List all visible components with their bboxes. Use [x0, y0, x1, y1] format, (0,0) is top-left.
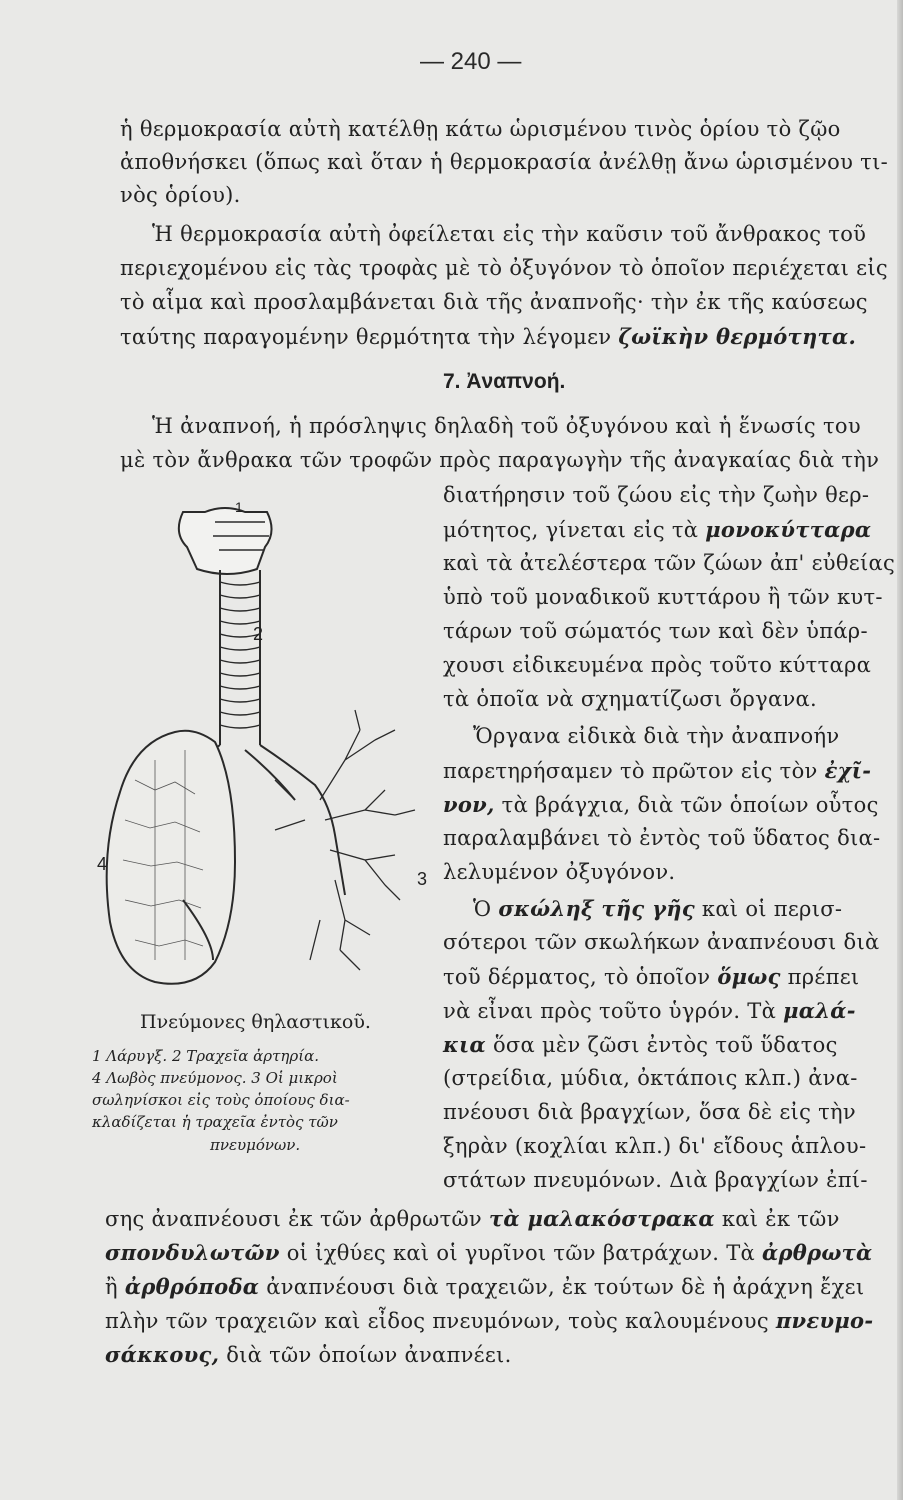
text-line [473, 896, 842, 921]
text-line: διατήρησιν τοῦ ζώου εἰς τὴν ζωὴν θερ- [443, 483, 870, 507]
emphasis-term: ζωϊκὴν θερμότητα. [618, 324, 857, 349]
text-line: τάρων τοῦ σώματός των καὶ δὲν ὑπάρ- [443, 619, 868, 643]
figure-label-4: 4 [97, 854, 108, 874]
text-run: νὰ εἶναι πρὸς τοῦτο ὑγρόν. Τὰ [443, 999, 777, 1023]
text-run: καὶ ἐκ τῶν [721, 1207, 840, 1231]
text-line: μὲ τὸν ἄνθρακα τῶν τροφῶν πρὸς παραγωγὴν τῆς ἀναγκαίας διὰ τὴν [120, 448, 880, 472]
text-line [443, 792, 879, 817]
text-line [105, 1206, 840, 1231]
text-run: καὶ οἱ περισ- [701, 897, 843, 921]
text-line: στάτων πνευμόνων. Διὰ βραγχίων ἐπί- [443, 1168, 868, 1192]
text-line: καὶ τὰ ἀτελέστερα τῶν ζώων ἀπ' εὐθείας [443, 551, 896, 575]
emphasis-term: πνευμο- [775, 1308, 874, 1333]
text-line [105, 1342, 512, 1367]
text-line [443, 998, 856, 1023]
text-line: πνέουσι διὰ βραγχίων, ὅσα δὲ εἰς τὴν [443, 1100, 856, 1124]
text-run: ὅσα μὲν ζῶσι ἐντὸς τοῦ ὕδατος [492, 1033, 838, 1057]
text-run: πλὴν τῶν τραχειῶν καὶ εἶδος πνευμόνων, τοὺς καλουμένους [105, 1309, 769, 1333]
text-run: ἢ [105, 1275, 118, 1299]
text-line: λελυμένον ὀξυγόνον. [443, 860, 676, 884]
text-line: Ἡ θερμοκρασία αὐτὴ ὀφείλεται εἰς τὴν καῦσιν τοῦ ἄνθρακος τοῦ [152, 222, 867, 246]
text-run: τὰ βράγχια, διὰ τῶν ὁποίων οὗτος [501, 793, 879, 817]
text-line: παραλαμβάνει τὸ ἐντὸς τοῦ ὕδατος δια- [443, 826, 881, 850]
text-line [443, 758, 871, 783]
emphasis-term: ὅμως [717, 964, 781, 989]
text-line: ἡ θερμοκρασία αὐτὴ κατέλθῃ κάτω ὡρισμένου τινὸς ὁρίου τὸ ζῷο [120, 117, 841, 141]
emphasis-term: σπονδυλωτῶν [105, 1240, 280, 1265]
text-line: σότεροι τῶν σκωλήκων ἀναπνέουσι διὰ [443, 930, 880, 954]
text-line [120, 324, 856, 349]
text-line: (στρείδια, μύδια, ὀκτάποις κλπ.) ἀνα- [443, 1066, 858, 1090]
text-run: πρέπει [787, 965, 860, 989]
figure-label-3: 3 [417, 869, 428, 889]
emphasis-term: ἀρθρωτὰ [762, 1240, 873, 1265]
figure-label-1: 1 [235, 500, 243, 515]
emphasis-term: σκώληξ τῆς γῆς [498, 896, 695, 921]
text-run: τοῦ δέρματος, τὸ ὁποῖον [443, 965, 711, 989]
text-line [105, 1240, 873, 1265]
text-line: ξηρὰν (κοχλίαι κλπ.) δι' εἴδους ἁπλου- [443, 1134, 867, 1158]
figure-caption-title: Πνεύμονες θηλαστικοῦ. [140, 1011, 371, 1033]
page-number: — 240 — [420, 48, 522, 75]
text-run: ταύτης παραγομένην θερμότητα τὴν λέγομεν [120, 325, 612, 349]
text-run: σης ἀναπνέουσι ἐκ τῶν ἀρθρωτῶν [105, 1207, 482, 1231]
text-line [105, 1274, 864, 1299]
emphasis-term: μαλά- [783, 998, 856, 1023]
figure-caption-line: 4 Λωβὸς πνεύμονος. 3 Οἱ μικροὶ [92, 1069, 338, 1087]
page-edge-shadow [897, 0, 903, 1500]
emphasis-term: κια [443, 1032, 486, 1057]
text-line: τὸ αἷμα καὶ προσλαμβάνεται διὰ τῆς ἀναπνοῆς· τὴν ἐκ τῆς καύσεως [120, 290, 868, 314]
text-line [443, 1032, 838, 1057]
text-run: διὰ τῶν ὁποίων ἀναπνέει. [226, 1343, 512, 1367]
text-line [443, 517, 871, 542]
text-line: ἀποθνήσκει (ὅπως καὶ ὅταν ἡ θερμοκρασία ἀνέλθῃ ἄνω ὡρισμένου τι- [120, 150, 889, 174]
text-run: οἱ ἰχθύες καὶ οἱ γυρῖνοι τῶν βατράχων. Τὰ [286, 1241, 756, 1265]
text-line: ὑπὸ τοῦ μοναδικοῦ κυττάρου ἢ τῶν κυτ- [443, 585, 883, 609]
emphasis-term: ἀρθρόποδα [124, 1274, 260, 1299]
text-line: χουσι εἰδικευμένα πρὸς τοῦτο κύτταρα [443, 653, 872, 677]
text-line: Ἡ ἀναπνοή, ἡ πρόσληψις δηλαδὴ τοῦ ὀξυγόνου καὶ ἡ ἕνωσίς του [152, 414, 861, 438]
figure-label-2: 2 [253, 624, 264, 644]
text-line: Ὄργανα εἰδικὰ διὰ τὴν ἀναπνοήν [473, 724, 840, 748]
lungs-illustration [95, 500, 440, 1000]
text-run: παρετηρήσαμεν τὸ πρῶτον εἰς τὸν [443, 759, 818, 783]
text-line [443, 964, 859, 989]
figure-caption-line: πνευμόνων. [210, 1136, 301, 1154]
text-run: ἀναπνέουσι διὰ τραχειῶν, ἐκ τούτων δὲ ἡ ἀράχνη ἔχει [266, 1275, 865, 1299]
figure-caption-line: κλαδίζεται ἡ τραχεῖα ἐντὸς τῶν [92, 1113, 338, 1131]
emphasis-term: σάκκους, [105, 1342, 220, 1367]
figure-caption-line: 1 Λάρυγξ. 2 Τραχεῖα ἀρτηρία. [92, 1047, 319, 1065]
text-run: μότητος, γίνεται εἰς τὰ [443, 518, 699, 542]
emphasis-term: ἐχῖ- [824, 758, 872, 783]
emphasis-term: μονοκύτταρα [705, 517, 872, 542]
text-line: περιεχομένου εἰς τὰς τροφὰς μὲ τὸ ὀξυγόνον τὸ ὁποῖον περιέχεται εἰς [120, 256, 888, 280]
text-line: νὸς ὁρίου). [120, 183, 241, 207]
emphasis-term: νον, [443, 792, 495, 817]
text-line [105, 1308, 873, 1333]
text-run: Ὁ [473, 897, 492, 921]
figure-caption-line: σωληνίσκοι εἰς τοὺς ὁποίους δια- [92, 1091, 350, 1109]
section-heading: 7. Ἀναπνοή. [443, 370, 566, 393]
text-line: τὰ ὁποῖα νὰ σχηματίζωσι ὄργανα. [443, 687, 817, 711]
emphasis-term: τὰ μαλακόστρακα [488, 1206, 715, 1231]
